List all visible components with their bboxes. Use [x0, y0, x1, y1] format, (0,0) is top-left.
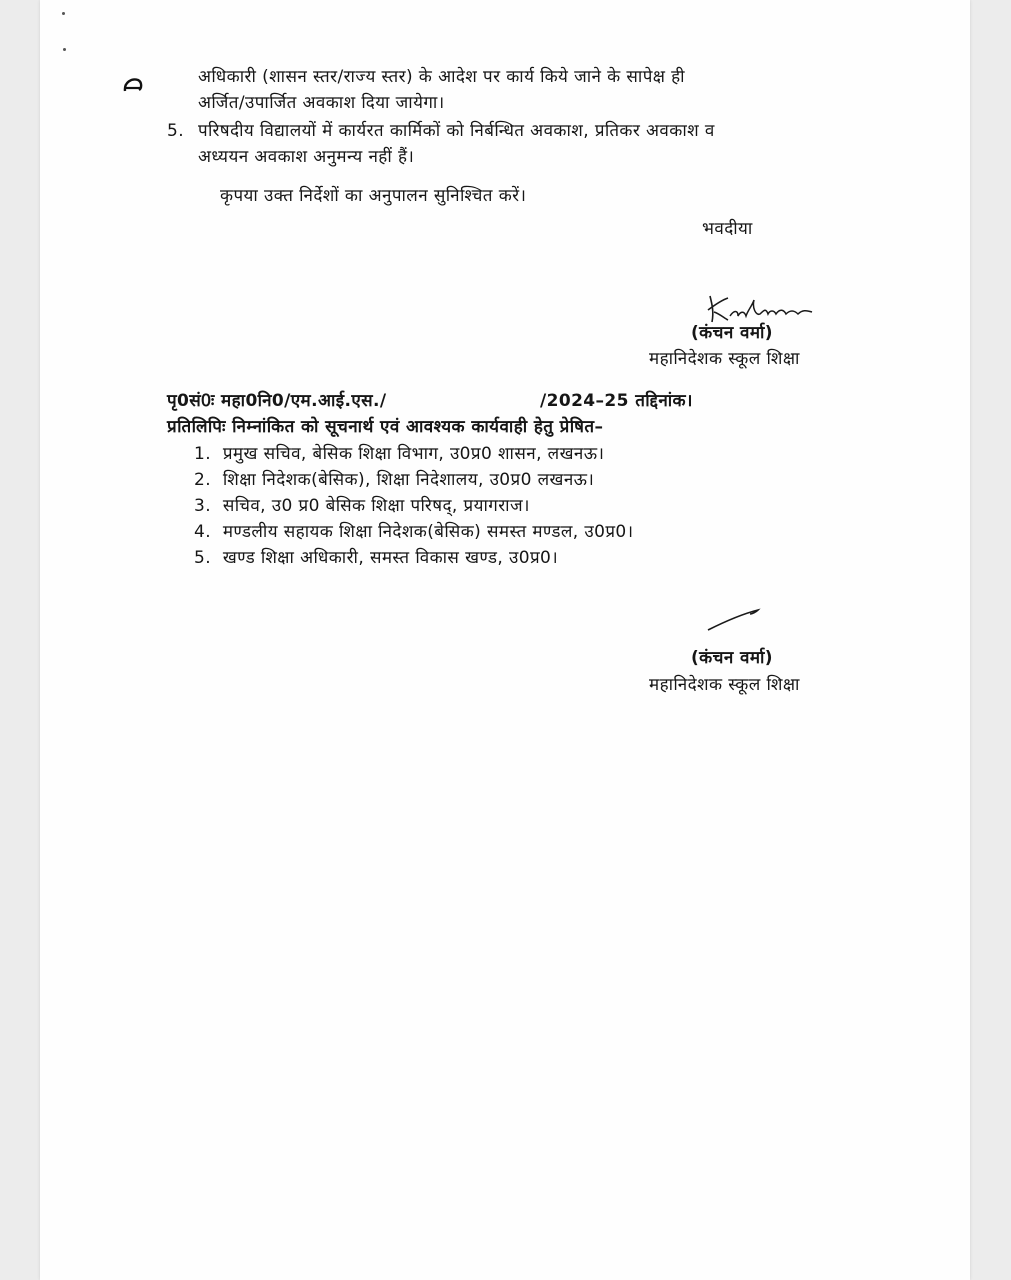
scan-speck: [62, 12, 65, 15]
signatory-name: (कंचन वर्मा): [691, 648, 773, 668]
margin-mark-icon: [122, 76, 144, 96]
reference-number: पृ0सं0ः महा0नि0/एम.आई.एस./: [167, 391, 387, 411]
copy-intro-text: प्रतिलिपिः निम्नांकित को सूचनार्थ एवं आवश्यक कार्यवाही हेतु प्रेषित–: [167, 417, 604, 437]
list-item: [194, 441, 604, 467]
list-item-text: मण्डलीय सहायक शिक्षा निदेशक(बेसिक) समस्त मण्डल, उ0प्र0।: [222, 522, 634, 542]
list-item-number: 4.: [194, 522, 212, 542]
copy-intro: [167, 414, 603, 440]
closing-salutation: भवदीया: [702, 219, 753, 239]
list-item: [194, 493, 530, 519]
list-item: [194, 467, 594, 493]
list-item-text: सचिव, उ0 प्र0 बेसिक शिक्षा परिषद्, प्रयागराज।: [222, 496, 530, 516]
list-item: [194, 545, 558, 571]
handwritten-initial: [704, 606, 764, 634]
paragraph-line: अध्ययन अवकाश अनुमन्य नहीं हैं।: [198, 147, 415, 167]
paragraph-line: परिषदीय विद्यालयों में कार्यरत कार्मिकों को निर्बन्धित अवकाश, प्रतिकर अवकाश व: [198, 121, 715, 141]
list-item: [194, 519, 633, 545]
request-line: कृपया उक्त निर्देशों का अनुपालन सुनिश्चित करें।: [220, 186, 527, 206]
list-item-number: 3.: [194, 496, 212, 516]
paragraph-line: अधिकारी (शासन स्तर/राज्य स्तर) के आदेश पर कार्य किये जाने के सापेक्ष ही: [198, 67, 685, 87]
signatory-designation: महानिदेशक स्कूल शिक्षा: [649, 349, 800, 369]
signatory-designation: महानिदेशक स्कूल शिक्षा: [649, 675, 800, 695]
list-item-text: प्रमुख सचिव, बेसिक शिक्षा विभाग, उ0प्र0 शासन, लखनऊ।: [222, 444, 605, 464]
list-item-text: शिक्षा निदेशक(बेसिक), शिक्षा निदेशालय, उ0प्र0 लखनऊ।: [222, 470, 595, 490]
list-item-number: 2.: [194, 470, 212, 490]
signatory-name: (कंचन वर्मा): [691, 323, 773, 343]
point-number: 5.: [167, 121, 185, 141]
reference-date: /2024–25 तद्दिनांक।: [540, 391, 693, 411]
paragraph-line: अर्जित/उपार्जित अवकाश दिया जायेगा।: [198, 93, 445, 113]
document-page: [40, 0, 970, 1280]
list-item-text: खण्ड शिक्षा अधिकारी, समस्त विकास खण्ड, उ0प्र0।: [222, 548, 559, 568]
list-item-number: 5.: [194, 548, 212, 568]
list-item-number: 1.: [194, 444, 212, 464]
scan-speck: [63, 48, 66, 51]
